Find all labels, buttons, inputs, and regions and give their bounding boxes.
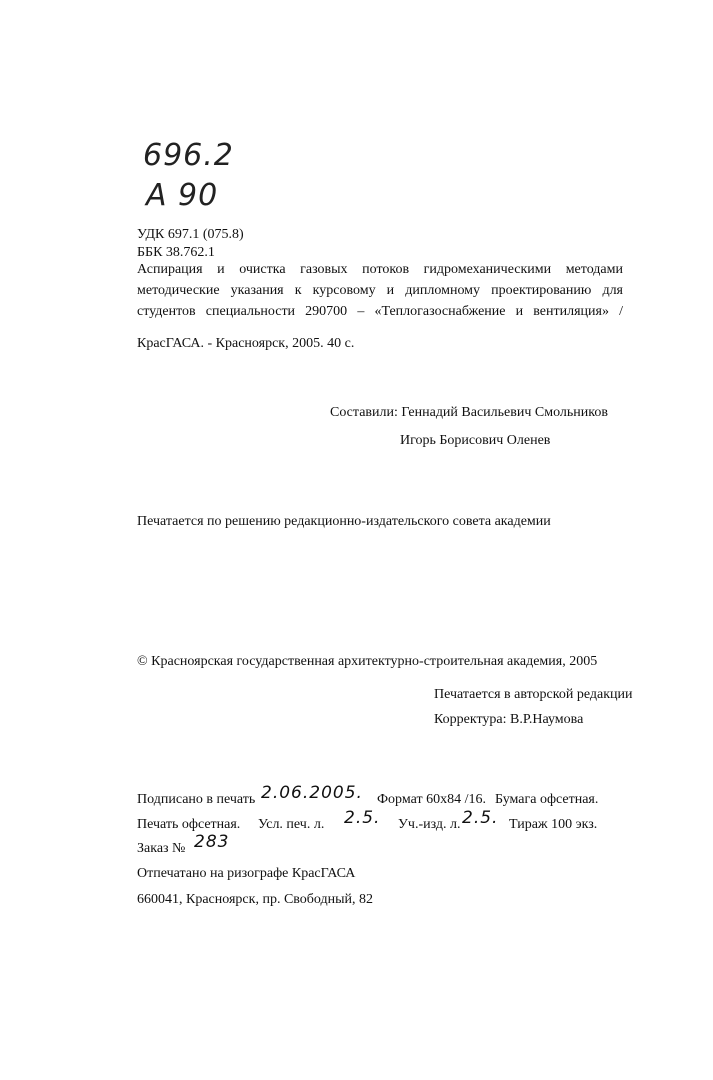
order-number-handwritten: 283 <box>194 832 230 852</box>
tirazh-line: Тираж 100 экз. <box>509 817 598 832</box>
uch-value-handwritten: 2.5. <box>462 808 499 828</box>
usl-label: Усл. печ. л. <box>258 817 325 832</box>
format-line: Формат 60х84 /16. <box>377 792 486 807</box>
corrector-line: Корректура: В.Р.Наумова <box>434 712 584 727</box>
bibliography-line: Аспирация и очистка газовых потоков гидромеханическими методами <box>137 262 623 277</box>
printed-at: Отпечатано на ризографе КрасГАСА <box>137 866 356 881</box>
udk-code: УДК 697.1 (075.8) <box>137 227 244 242</box>
edition-note: Печатается в авторской редакции <box>434 687 633 702</box>
print-type: Печать офсетная. <box>137 817 241 832</box>
handwritten-shelf-mark-2: А 90 <box>146 178 219 213</box>
compilers-line-1: Составили: Геннадий Васильевич Смольников <box>330 405 608 420</box>
paper-line: Бумага офсетная. <box>495 792 599 807</box>
bibliography-line: КрасГАСА. - Красноярск, 2005. 40 с. <box>137 336 355 351</box>
handwritten-shelf-mark-1: 696.2 <box>143 138 234 173</box>
address-line: 660041, Красноярск, пр. Свободный, 82 <box>137 892 374 907</box>
order-label: Заказ № <box>137 841 186 856</box>
uch-label: Уч.-изд. л. <box>398 817 461 832</box>
compilers-line-2: Игорь Борисович Оленев <box>400 433 551 448</box>
copyright-line: © Красноярская государственная архитектурно-строительная академия, 2005 <box>137 654 598 669</box>
usl-value-handwritten: 2.5. <box>344 808 381 828</box>
print-decision: Печатается по решению редакционно-издательского совета академии <box>137 514 551 529</box>
signed-label: Подписано в печать <box>137 792 256 807</box>
bbk-code: ББК 38.762.1 <box>137 245 215 260</box>
bibliography-line: студентов специальности 290700 – «Теплогазоснабжение и вентиляция» / <box>137 304 623 319</box>
signed-date-handwritten: 2.06.2005. <box>261 783 363 803</box>
bibliographic-description <box>137 259 623 322</box>
bibliography-line: методические указания к курсовому и дипломному проектированию для <box>137 283 623 298</box>
